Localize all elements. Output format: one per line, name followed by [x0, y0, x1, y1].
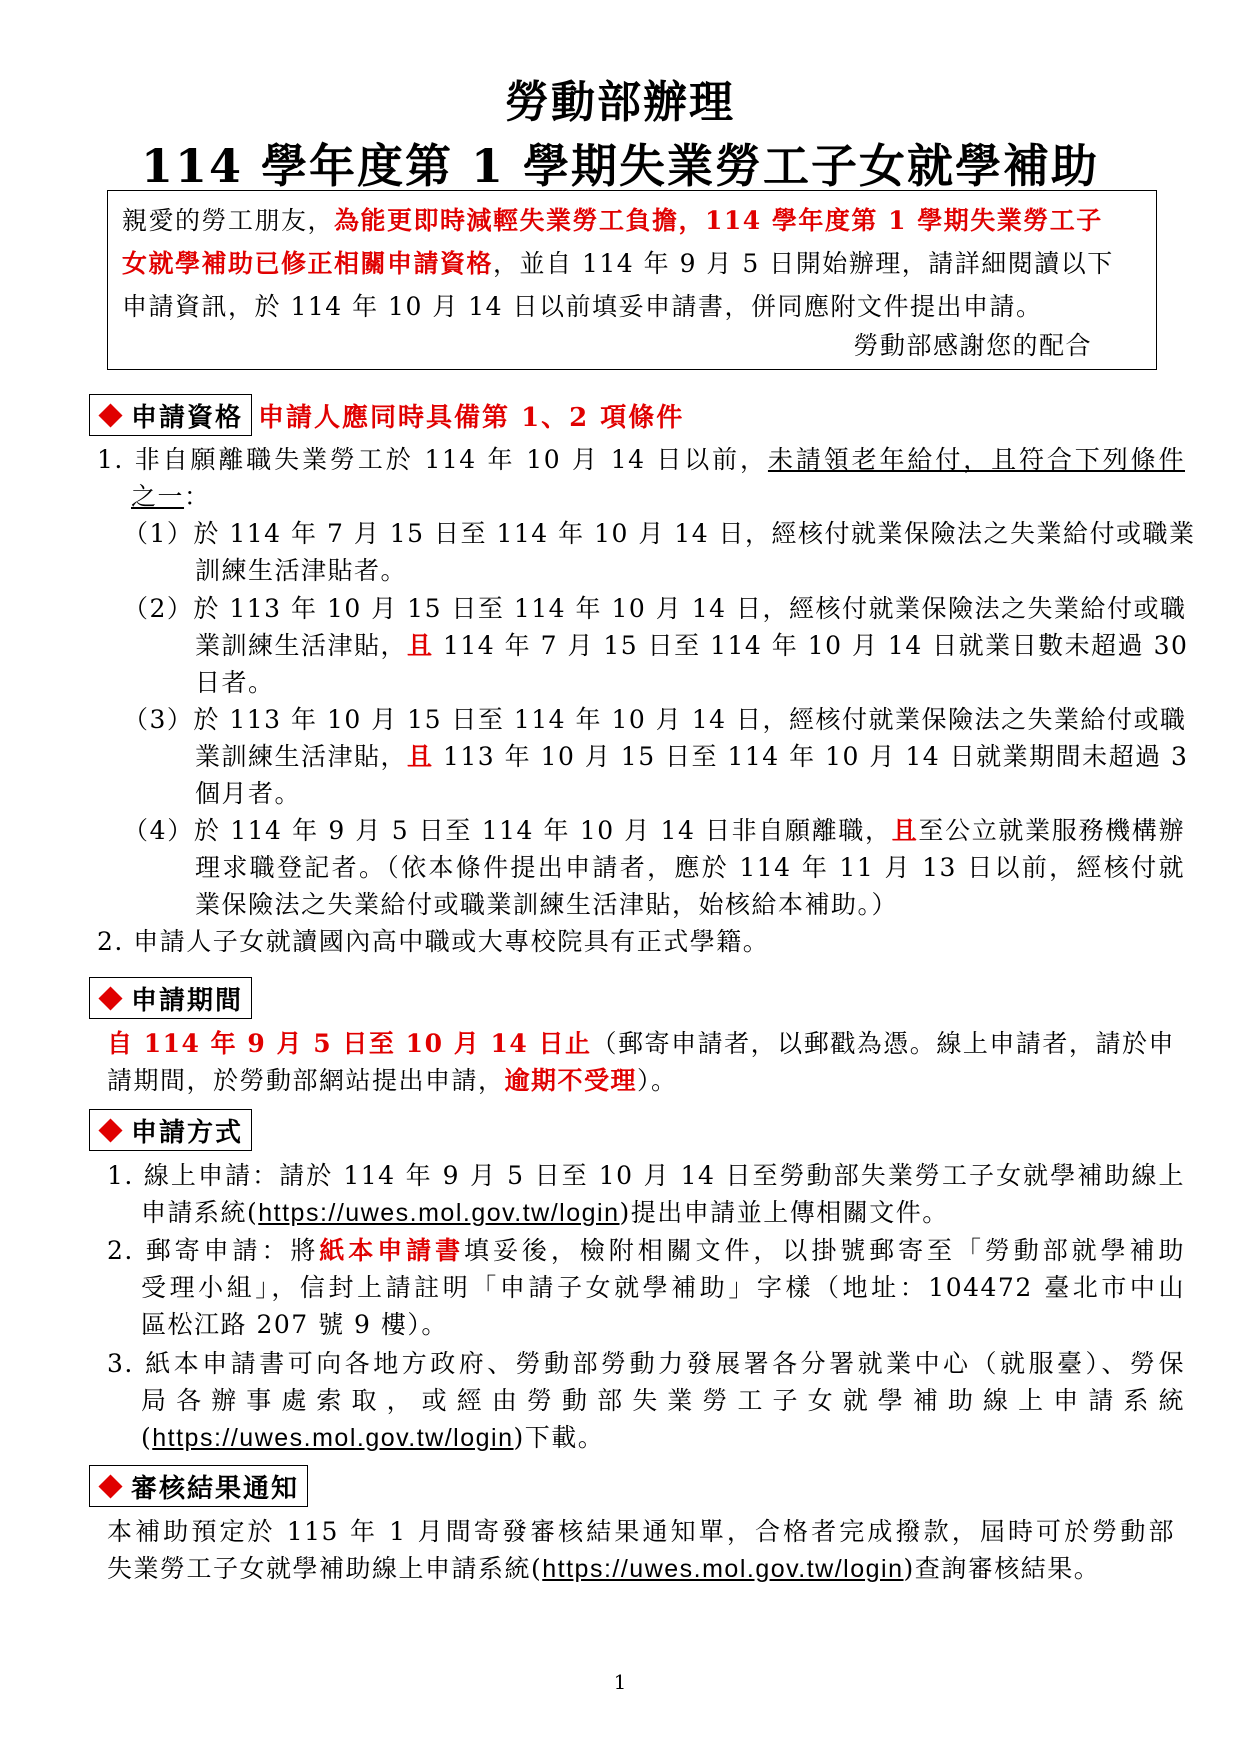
method-paper-end: (https://uwes.mol.gov.tw/login)下載。 [141, 1423, 605, 1452]
eligibility-item-1-cont: 之一： [131, 482, 211, 511]
section-header-eligibility: 申請資格 申請人應同時具備第 1、2 項條件 [89, 394, 684, 436]
notice-highlight: 女就學補助已修正相關申請資格 [122, 249, 494, 278]
notice-line-2: 女就學補助已修正相關申請資格，並自 114 年 9 月 5 日開始辦理，請詳細閱讀以下 [122, 249, 1114, 278]
online-system-link[interactable]: https://uwes.mol.gov.tw/login [258, 1199, 620, 1227]
page-number: 1 [613, 1670, 627, 1694]
title-organizer: 勞動部辦理 [505, 77, 735, 128]
condition-2: （2）於 113 年 10 月 15 日至 114 年 10 月 14 日，經核付就業保險法之失業給付或職 [123, 594, 1187, 623]
method-mail: 2. 郵寄申請：將紙本申請書填妥後，檢附相關文件，以掛號郵寄至「勞動部就學補助 [107, 1236, 1185, 1265]
diamond-bullet-icon [98, 403, 122, 427]
method-paper: 3. 紙本申請書可向各地方政府、勞動部勞動力發展署各分署就業中心（就服臺）、勞保 [107, 1349, 1185, 1378]
page-title: 114 學年度第 1 學期失業勞工子女就學補助 [140, 139, 1100, 193]
result-line-1: 本補助預定於 115 年 1 月間寄發審核結果通知單，合格者完成撥款，屆時可於勞動部 [107, 1517, 1175, 1546]
download-system-link[interactable]: https://uwes.mol.gov.tw/login [152, 1424, 514, 1452]
section-header-period: 申請期間 [89, 977, 252, 1019]
condition-1-cont: 訓練生活津貼者。 [195, 556, 408, 585]
diamond-bullet-icon [98, 986, 122, 1010]
method-mail-end: 區松江路 207 號 9 樓）。 [141, 1310, 448, 1339]
condition-3-end: 個月者。 [195, 779, 302, 808]
period-dates: 自 114 年 9 月 5 日至 10 月 14 日止 [107, 1029, 592, 1058]
period-line-2: 請期間，於勞動部網站提出申請，逾期不受理）。 [107, 1066, 678, 1095]
period-line-1: 自 114 年 9 月 5 日至 10 月 14 日止（郵寄申請者，以郵戳為憑。線上申請者，請於申 [107, 1029, 1175, 1058]
notice-box [107, 190, 1157, 370]
method-online-cont: 申請系統(https://uwes.mol.gov.tw/login)提出申請並上傳相關文件。 [141, 1198, 949, 1227]
condition-2-end: 日者。 [195, 668, 275, 697]
condition-3: （3）於 113 年 10 月 15 日至 114 年 10 月 14 日，經核付就業保險法之失業給付或職 [123, 705, 1187, 734]
diamond-bullet-icon [98, 1118, 122, 1142]
eligibility-condition-note: 申請人應同時具備第 1、2 項條件 [258, 402, 685, 433]
result-query-link[interactable]: https://uwes.mol.gov.tw/login [542, 1555, 904, 1583]
diamond-bullet-icon [98, 1474, 122, 1498]
section-header-method: 申請方式 [89, 1109, 252, 1151]
condition-4-end: 業保險法之失業給付或職業訓練生活津貼，始核給本補助。） [195, 890, 899, 919]
notice-line-1: 親愛的勞工朋友，為能更即時減輕失業勞工負擔，114 學年度第 1 學期失業勞工子 [122, 206, 1103, 235]
method-online: 1. 線上申請：請於 114 年 9 月 5 日至 10 月 14 日至勞動部失業勞工子女就學補助線上 [107, 1161, 1185, 1190]
late-not-accepted: 逾期不受理 [504, 1066, 638, 1095]
paper-form-highlight: 紙本申請書 [319, 1236, 465, 1265]
condition-1: （1）於 114 年 7 月 15 日至 114 年 10 月 14 日，經核付就業保險法之失業給付或職業 [123, 519, 1196, 548]
condition-3-cont: 業訓練生活津貼，且 113 年 10 月 15 日至 114 年 10 月 14 日就業期間未超過 3 [195, 742, 1189, 771]
notice-highlight: 為能更即時減輕失業勞工負擔，114 學年度第 1 學期失業勞工子 [334, 206, 1103, 235]
eligibility-item-1: 1. 非自願離職失業勞工於 114 年 10 月 14 日以前，未請領老年給付，且符合下列條件 [97, 445, 1185, 474]
section-header-result: 審核結果通知 [89, 1465, 308, 1507]
condition-4-cont: 理求職登記者。（依本條件提出申請者，應於 114 年 11 月 13 日以前，經核付就 [195, 853, 1185, 882]
notice-line-3: 申請資訊，於 114 年 10 月 14 日以前填妥申請書，併同應附文件提出申請。 [122, 292, 1043, 321]
notice-signature: 勞動部感謝您的配合 [853, 331, 1092, 360]
condition-4: （4）於 114 年 9 月 5 日至 114 年 10 月 14 日非自願離職，且至公立就業服務機構辦 [123, 816, 1185, 845]
result-line-2: 失業勞工子女就學補助線上申請系統(https://uwes.mol.gov.tw/login)查詢審核結果。 [107, 1554, 1101, 1583]
method-mail-cont: 受理小組」，信封上請註明「申請子女就學補助」字樣（地址：104472 臺北市中山 [141, 1273, 1185, 1302]
eligibility-item-2: 2. 申請人子女就讀國內高中職或大專校院具有正式學籍。 [97, 927, 770, 956]
method-paper-cont: 局各辦事處索取，或經由勞動部失業勞工子女就學補助線上申請系統 [141, 1386, 1185, 1415]
condition-2-cont: 業訓練生活津貼，且 114 年 7 月 15 日至 114 年 10 月 14 日就業日數未超過 30 [195, 631, 1189, 660]
